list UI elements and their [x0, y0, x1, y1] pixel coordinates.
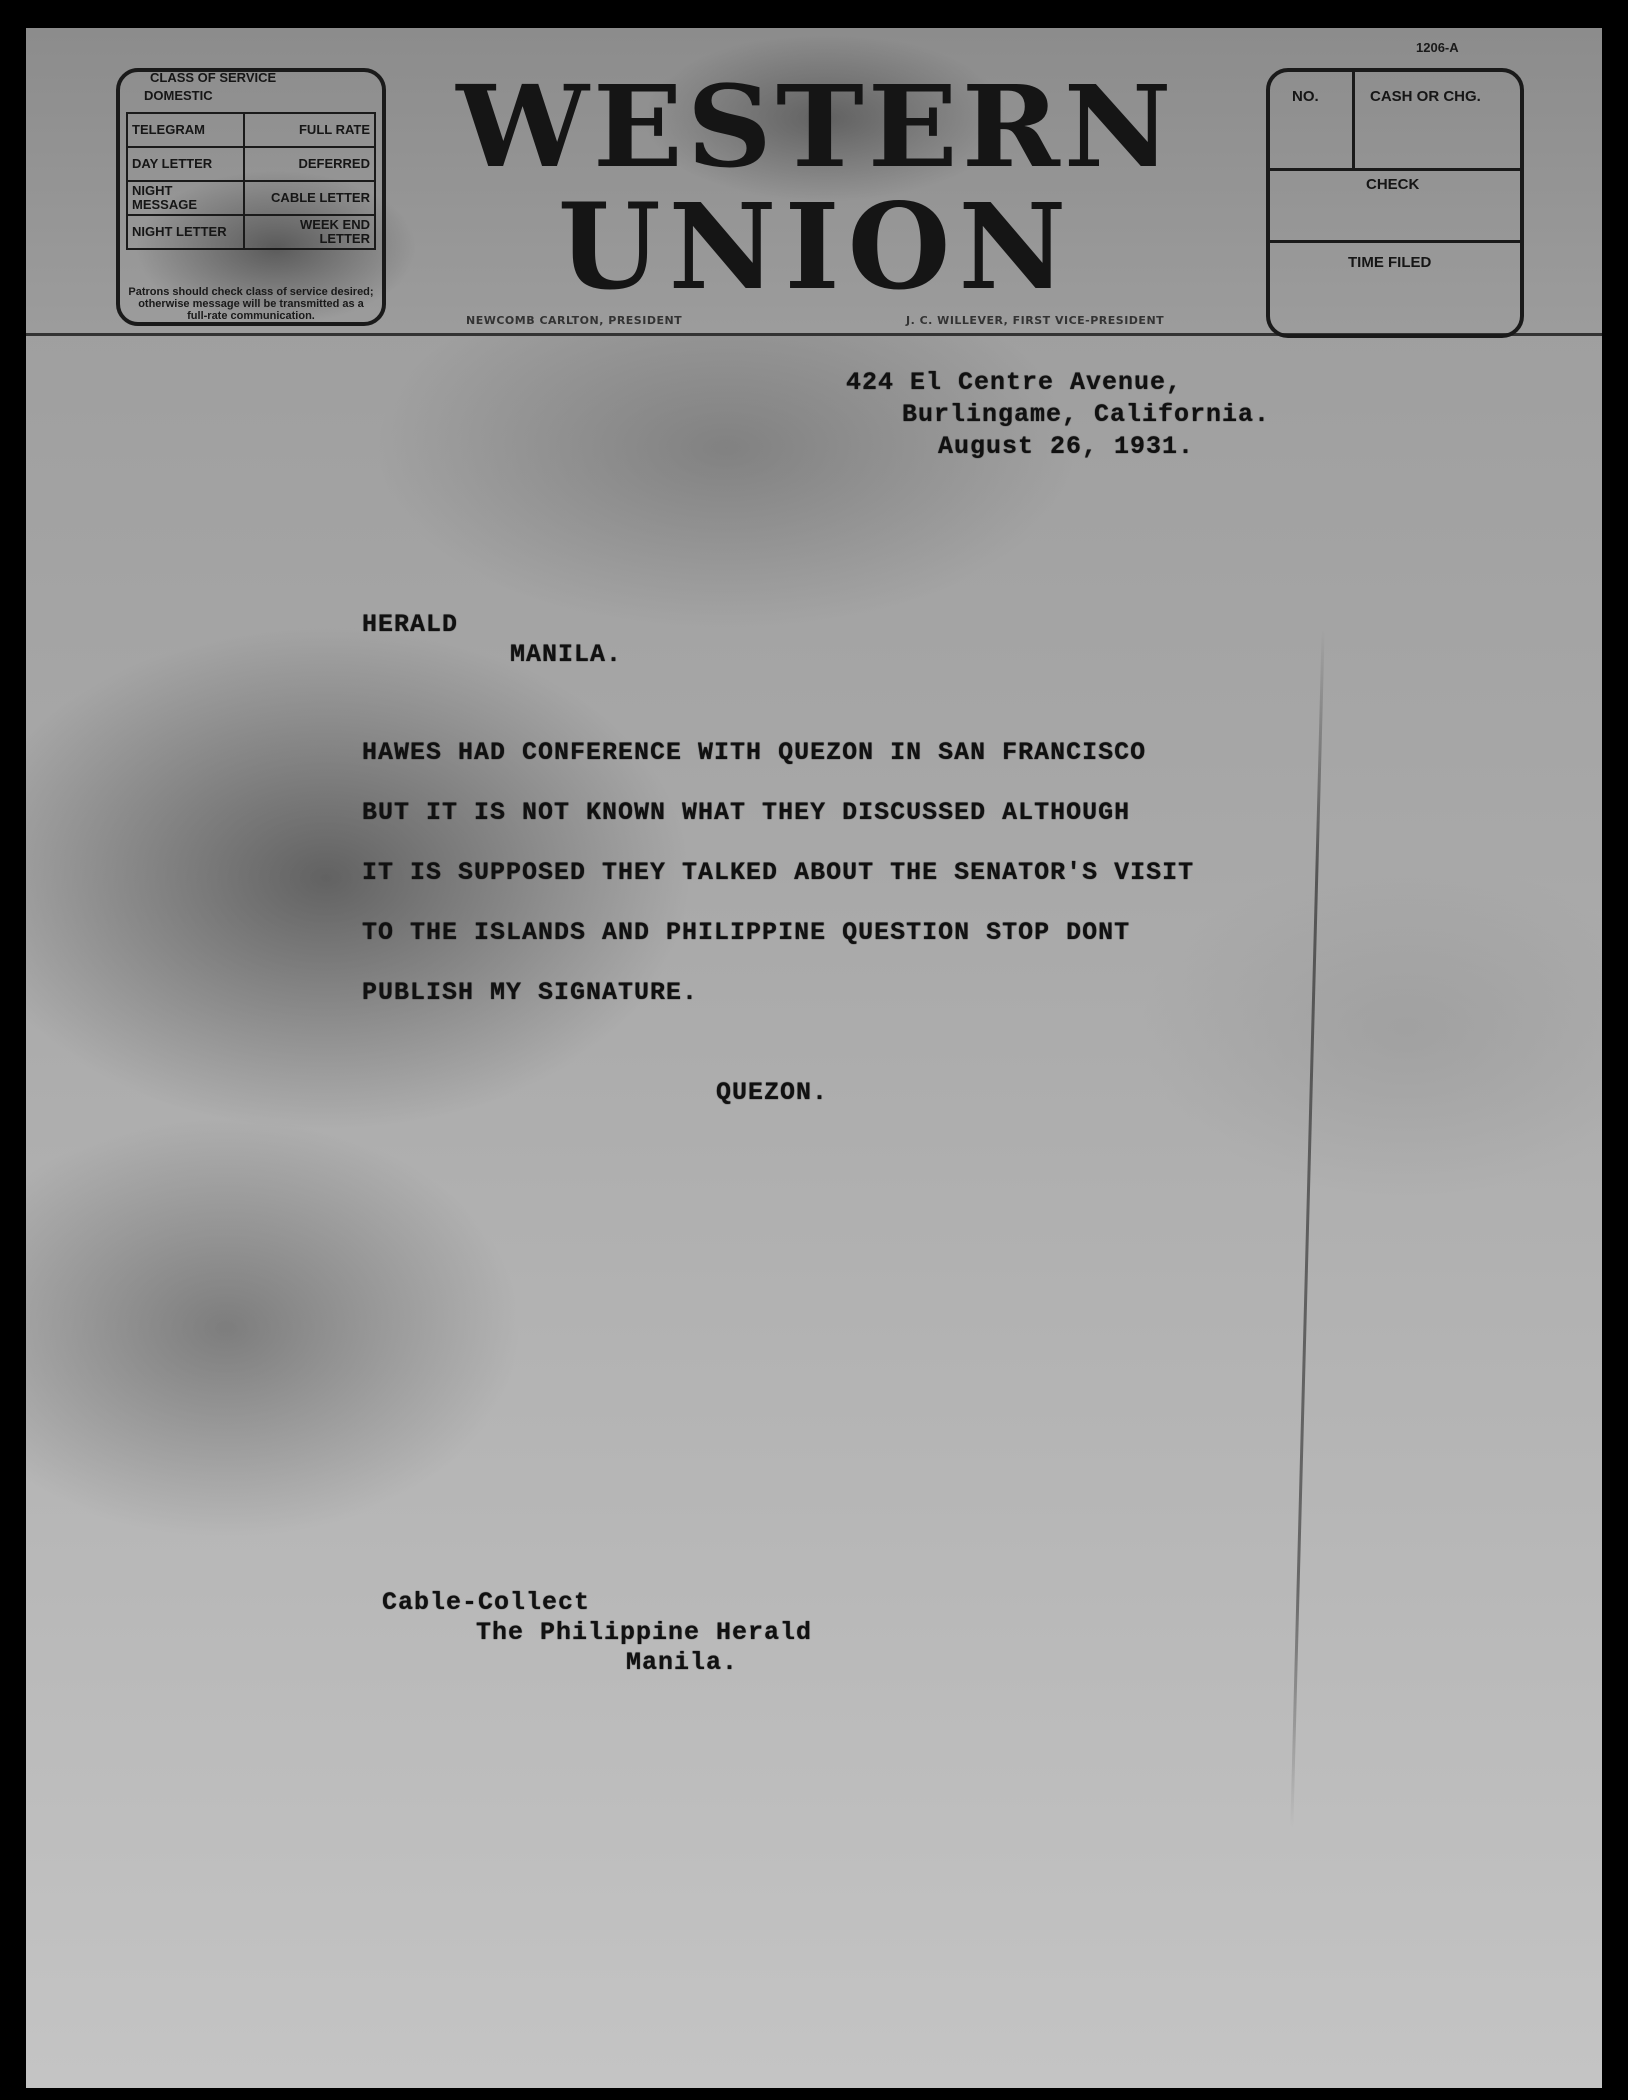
telegram-sheet	[26, 28, 1602, 2088]
telegram-date: August 26, 1931.	[938, 432, 1195, 461]
class-option: FULL RATE	[244, 113, 375, 147]
logo-western: WESTERN	[456, 60, 1176, 193]
class-option: CABLE LETTER	[244, 181, 375, 215]
class-option: NIGHT LETTER	[127, 215, 244, 249]
time-filed-label: TIME FILED	[1348, 254, 1432, 271]
table-row	[127, 181, 375, 215]
office-box-rule	[1270, 240, 1520, 243]
class-of-service-box	[116, 68, 386, 326]
table-row	[127, 113, 375, 147]
recipient-line2: MANILA.	[510, 640, 623, 669]
company-logo	[426, 60, 1206, 316]
domestic-label: DOMESTIC	[144, 88, 213, 103]
message-line: IT IS SUPPOSED THEY TALKED ABOUT THE SENATOR'S VISIT	[362, 858, 1195, 887]
president-name: NEWCOMB CARLTON, PRESIDENT	[466, 314, 683, 327]
class-of-service-note: Patrons should check class of service desired; otherwise message will be transmitted as a full-rate communication.	[128, 286, 374, 323]
logo-union: UNION	[557, 177, 1075, 316]
class-option: TELEGRAM	[127, 113, 244, 147]
table-row	[127, 215, 375, 249]
billing-line2: The Philippine Herald	[476, 1618, 813, 1647]
class-of-service-table	[126, 112, 376, 250]
class-of-service-caption: CLASS OF SERVICE	[150, 70, 277, 85]
letterhead	[26, 28, 1602, 336]
class-option: NIGHT MESSAGE	[127, 181, 244, 215]
sender-address-line2: Burlingame, California.	[902, 400, 1271, 429]
office-box-divider	[1352, 72, 1355, 168]
message-line: TO THE ISLANDS AND PHILIPPINE QUESTION STOP DONT	[362, 918, 1131, 947]
message-line: HAWES HAD CONFERENCE WITH QUEZON IN SAN FRANCISCO	[362, 738, 1147, 767]
recipient-line1: HERALD	[362, 610, 459, 639]
paper-crease	[1290, 628, 1324, 1828]
message-line: BUT IT IS NOT KNOWN WHAT THEY DISCUSSED ALTHOUGH	[362, 798, 1131, 827]
table-row	[127, 147, 375, 181]
office-box-rule	[1270, 168, 1520, 171]
no-label: NO.	[1292, 88, 1319, 105]
vice-president-name: J. C. WILLEVER, FIRST VICE-PRESIDENT	[906, 314, 1165, 327]
billing-line1: Cable-Collect	[382, 1588, 591, 1617]
billing-line3: Manila.	[626, 1648, 739, 1677]
cash-or-chg-label: CASH OR CHG.	[1370, 88, 1481, 105]
form-number: 1206-A	[1416, 40, 1459, 55]
signature: QUEZON.	[716, 1078, 829, 1107]
class-option: DAY LETTER	[127, 147, 244, 181]
class-option: WEEK END LETTER	[244, 215, 375, 249]
check-label: CHECK	[1366, 176, 1420, 193]
class-option: DEFERRED	[244, 147, 375, 181]
sender-address-line1: 424 El Centre Avenue,	[846, 368, 1183, 397]
office-use-box	[1266, 68, 1524, 338]
message-line: PUBLISH MY SIGNATURE.	[362, 978, 699, 1007]
